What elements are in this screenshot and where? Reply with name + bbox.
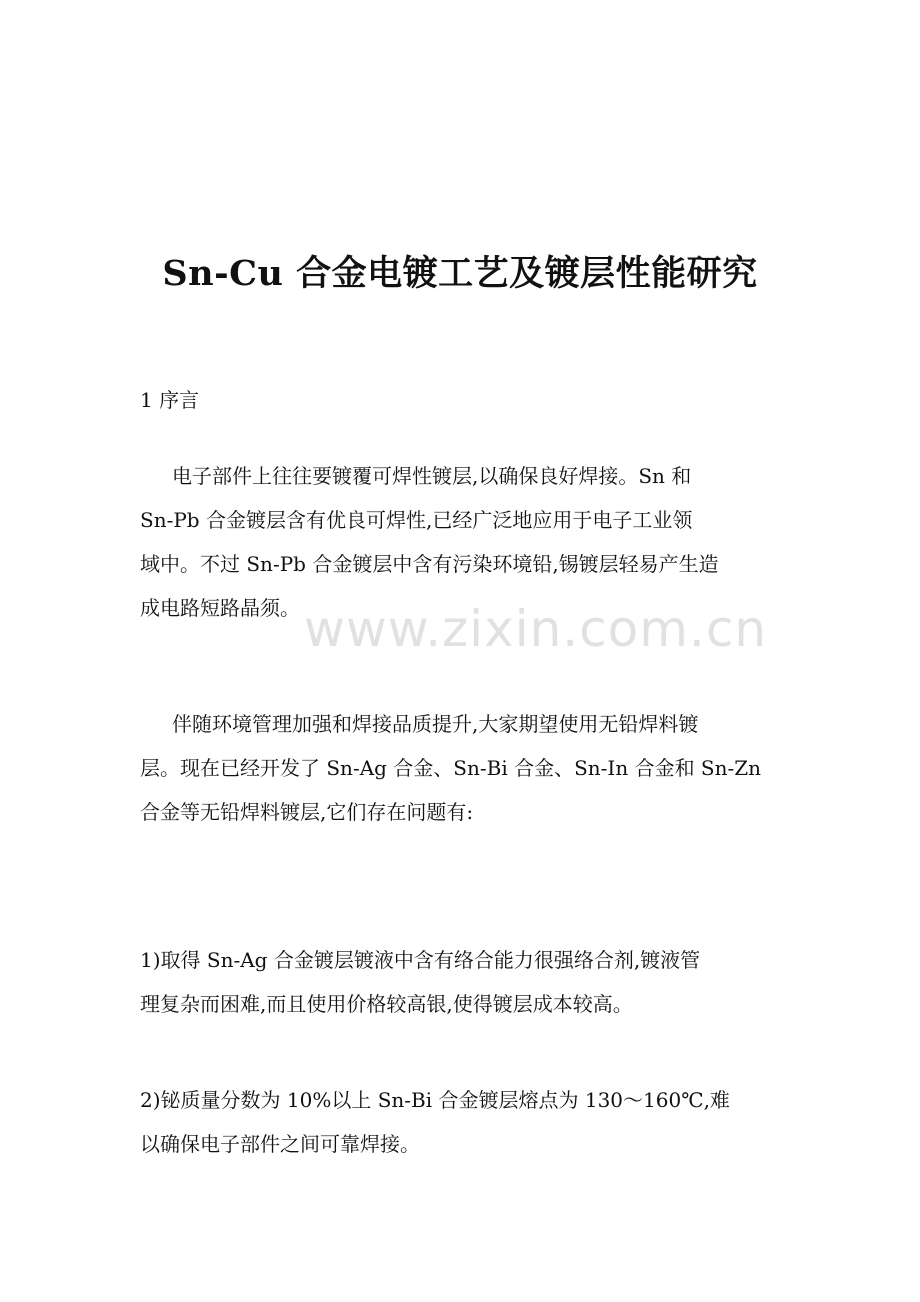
watermark: www.zixin.com.cn [304,600,768,658]
paragraph-line: 以确保电子部件之间可靠焊接。 [140,1132,420,1156]
section-heading: 1 序言 [140,388,200,412]
paragraph-lead-free [140,702,785,834]
document-title: Sn-Cu 合金电镀工艺及镀层性能研究 [162,253,758,294]
paragraph-line: 理复杂而困难,而且使用价格较高银,使得镀层成本较高。 [140,992,633,1016]
paragraph-line: Sn-Pb 合金镀层含有优良可焊性,已经广泛地应用于电子工业领 [140,508,693,532]
paragraph-line: 伴随环境管理加强和焊接品质提升,大家期望使用无铅焊料镀 [172,712,699,736]
list-item-1 [140,938,785,1026]
paragraph-intro [140,454,785,630]
paragraph-line: 电子部件上往往要镀覆可焊性镀层,以确保良好焊接。Sn 和 [172,464,692,488]
paragraph-line: 域中。不过 Sn-Pb 合金镀层中含有污染环境铅,锡镀层轻易产生造 [140,552,719,576]
paragraph-line: 1)取得 Sn-Ag 合金镀层镀液中含有络合能力很强络合剂,镀液管 [140,948,701,972]
list-item-2 [140,1078,785,1166]
paragraph-line: 2)铋质量分数为 10%以上 Sn-Bi 合金镀层熔点为 130～160℃,难 [140,1088,730,1112]
paragraph-line: 成电路短路晶须。 [140,596,300,620]
paragraph-line: 层。现在已经开发了 Sn-Ag 合金、Sn-Bi 合金、Sn-In 合金和 Sn-Zn [140,756,762,780]
paragraph-line: 合金等无铅焊料镀层,它们存在问题有: [140,800,474,824]
